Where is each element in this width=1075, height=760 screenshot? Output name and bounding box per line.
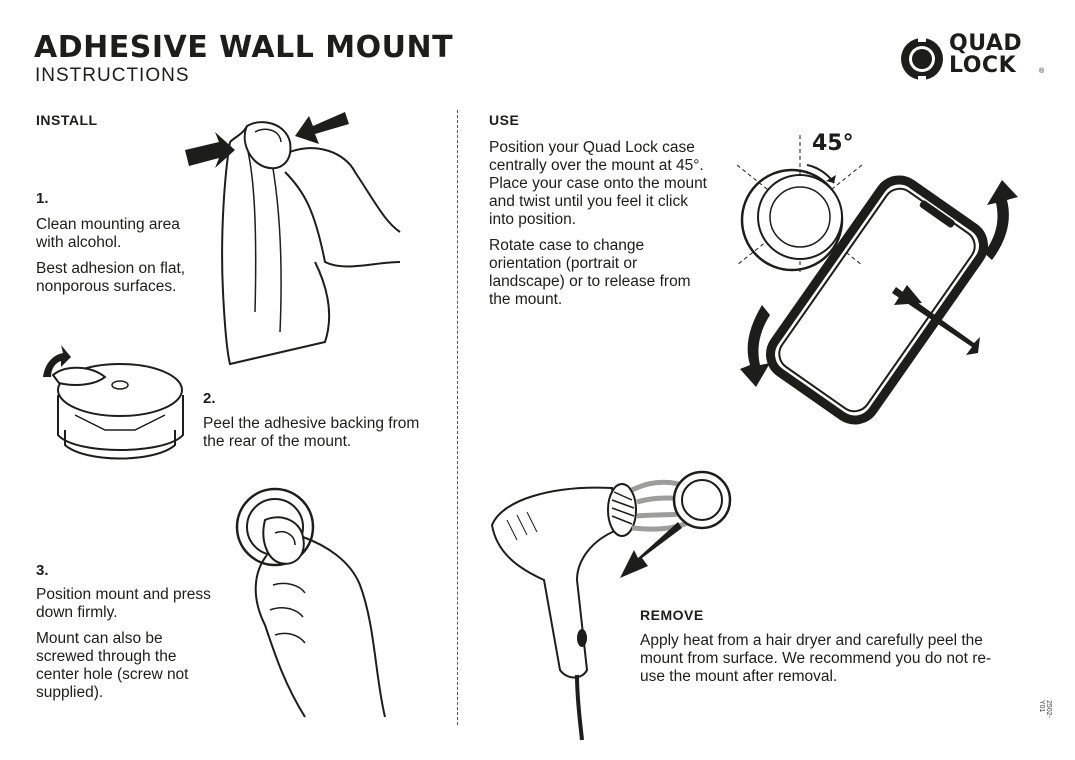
page-title: ADHESIVE WALL MOUNT bbox=[34, 30, 454, 65]
step-1-text bbox=[36, 216, 206, 304]
phone-mount-icon bbox=[722, 125, 1042, 425]
towel-hand-icon bbox=[185, 112, 415, 362]
step-1-line-1: Clean mounting area with alcohol. bbox=[36, 216, 180, 251]
step-2-text: Peel the adhesive backing from the rear of the mount. bbox=[203, 415, 420, 450]
use-paragraph-1: Position your Quad Lock case centrally over the mount at 45°. Place your case onto the mount and twist until you feel it click into position. bbox=[489, 139, 707, 228]
use-text bbox=[489, 139, 714, 317]
step-3-line-1: Position mount and press down firmly. bbox=[36, 586, 211, 621]
page-subtitle: INSTRUCTIONS bbox=[35, 65, 190, 86]
remove-heading: REMOVE bbox=[640, 607, 704, 623]
use-heading: USE bbox=[489, 112, 520, 128]
step-2-number: 2. bbox=[203, 390, 216, 407]
quad-lock-logo-icon bbox=[899, 36, 945, 82]
step-3-text bbox=[36, 586, 216, 710]
logo-line-1: QUAD bbox=[949, 31, 1023, 56]
column-divider bbox=[457, 110, 458, 725]
press-mount-icon bbox=[225, 485, 405, 725]
logo-registered-mark: ® bbox=[1039, 68, 1045, 75]
hair-dryer-icon bbox=[482, 470, 752, 740]
logo-wordmark bbox=[949, 33, 1022, 77]
peel-mount-icon bbox=[35, 345, 195, 470]
step-3-number: 3. bbox=[36, 562, 49, 579]
step-3-line-2: Mount can also be screwed through the center hole (screw not supplied). bbox=[36, 630, 189, 701]
step-1-number: 1. bbox=[36, 190, 49, 207]
logo-line-2: LOCK bbox=[949, 53, 1017, 78]
angle-label: 45° bbox=[812, 131, 854, 156]
install-heading: INSTALL bbox=[36, 112, 98, 128]
step-1-line-2: Best adhesion on flat, nonporous surfaces. bbox=[36, 260, 186, 295]
brand-logo bbox=[899, 31, 1049, 86]
use-paragraph-2: Rotate case to change orientation (portrait or landscape) or to release from the mount. bbox=[489, 237, 691, 308]
document-id: 2502-Y01 bbox=[1038, 700, 1052, 718]
remove-text: Apply heat from a hair dryer and carefully peel the mount from surface. We recommend you do not re-use the mount after removal. bbox=[640, 632, 992, 685]
